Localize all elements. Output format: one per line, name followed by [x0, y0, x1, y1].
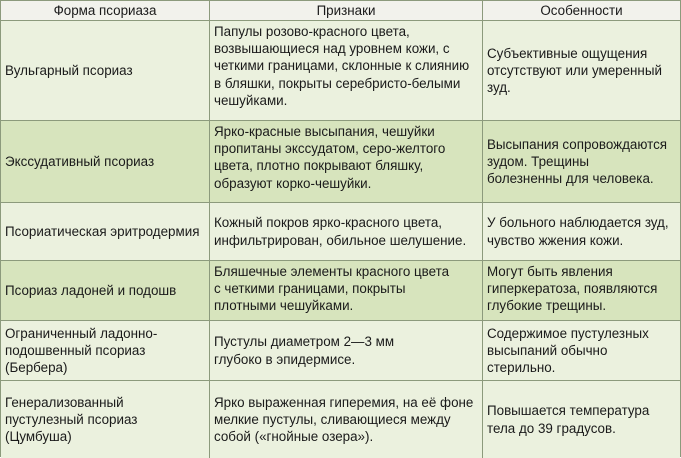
features-text: Содержимое пустулезных высыпаний обычно стерильно. — [487, 325, 649, 376]
signs-cell — [210, 21, 483, 120]
header-features: Особенности — [540, 3, 623, 18]
signs-cell — [210, 121, 483, 202]
features-text: У больного наблюдается зуд, чувство жжения кожи. — [487, 215, 669, 248]
signs-text: Кожный покров ярко-красного цвета, инфильтрирован, обильное шелушение. — [214, 215, 467, 248]
features-cell — [483, 261, 680, 320]
table-row — [1, 381, 680, 458]
features-text: Субъективные ощущения отсутствуют или умеренный зуд. — [487, 45, 662, 96]
features-cell — [483, 321, 680, 380]
table-row — [1, 261, 680, 321]
table-row — [1, 203, 680, 261]
form-name: Вульгарный псориаз — [5, 62, 133, 78]
form-cell — [1, 381, 210, 458]
header-form: Форма псориаза — [1, 1, 210, 20]
table-row — [1, 21, 680, 121]
features-text: Повышается температура тела до 39 градусов. — [487, 403, 650, 436]
features-cell — [483, 203, 680, 260]
form-cell — [1, 21, 210, 120]
form-name: Ограниченный ладонно- подошвенный псориаз (Бербера) — [5, 325, 158, 376]
signs-text: Папулы розово-красного цвета, возвышающиеся над уровнем кожи, с четкими границами, склонные к слиянию в бляшки, покрыты серебристо-белыми чешуйками. — [214, 24, 470, 108]
header-signs: Признаки — [210, 1, 483, 20]
signs-cell — [210, 381, 483, 458]
form-name: Псориатическая эритродермия — [5, 223, 200, 239]
features-cell — [483, 121, 680, 202]
features-cell — [483, 21, 680, 120]
table-header-row — [1, 1, 680, 21]
signs-cell — [210, 203, 483, 260]
table-row — [1, 321, 680, 381]
signs-cell — [210, 321, 483, 380]
form-name: Генерализованный пустулезный псориаз (Цумбуша) — [5, 394, 138, 445]
signs-text: Ярко-красные высыпания, чешуйки пропитаны экссудатом, серо-желтого цвета, плотно покрывают бляшку, образуют корко-чешуйки. — [214, 124, 446, 191]
features-cell — [483, 381, 680, 458]
signs-text: Ярко выраженная гиперемия, на её фоне мелкие пустулы, сливающиеся между собой («гнойные озера»). — [214, 394, 474, 445]
features-text: Высыпания сопровождаются зудом. Трещины болезненны для человека. — [487, 136, 668, 187]
form-cell — [1, 203, 210, 260]
signs-text: Бляшечные элементы красного цвета с четкими границами, покрыты плотными чешуйками. — [214, 264, 450, 314]
signs-cell — [210, 261, 483, 320]
form-cell — [1, 321, 210, 380]
form-name: Псориаз ладоней и подошв — [5, 282, 177, 298]
features-text: Могут быть явления гиперкератоза, появляются глубокие трещины. — [487, 264, 658, 314]
form-name: Экссудативный псориаз — [5, 153, 155, 169]
signs-text: Пустулы диаметром 2—3 мм глубоко в эпидермисе. — [214, 334, 395, 367]
table-row — [1, 121, 680, 203]
form-cell — [1, 121, 210, 202]
form-cell — [1, 261, 210, 320]
